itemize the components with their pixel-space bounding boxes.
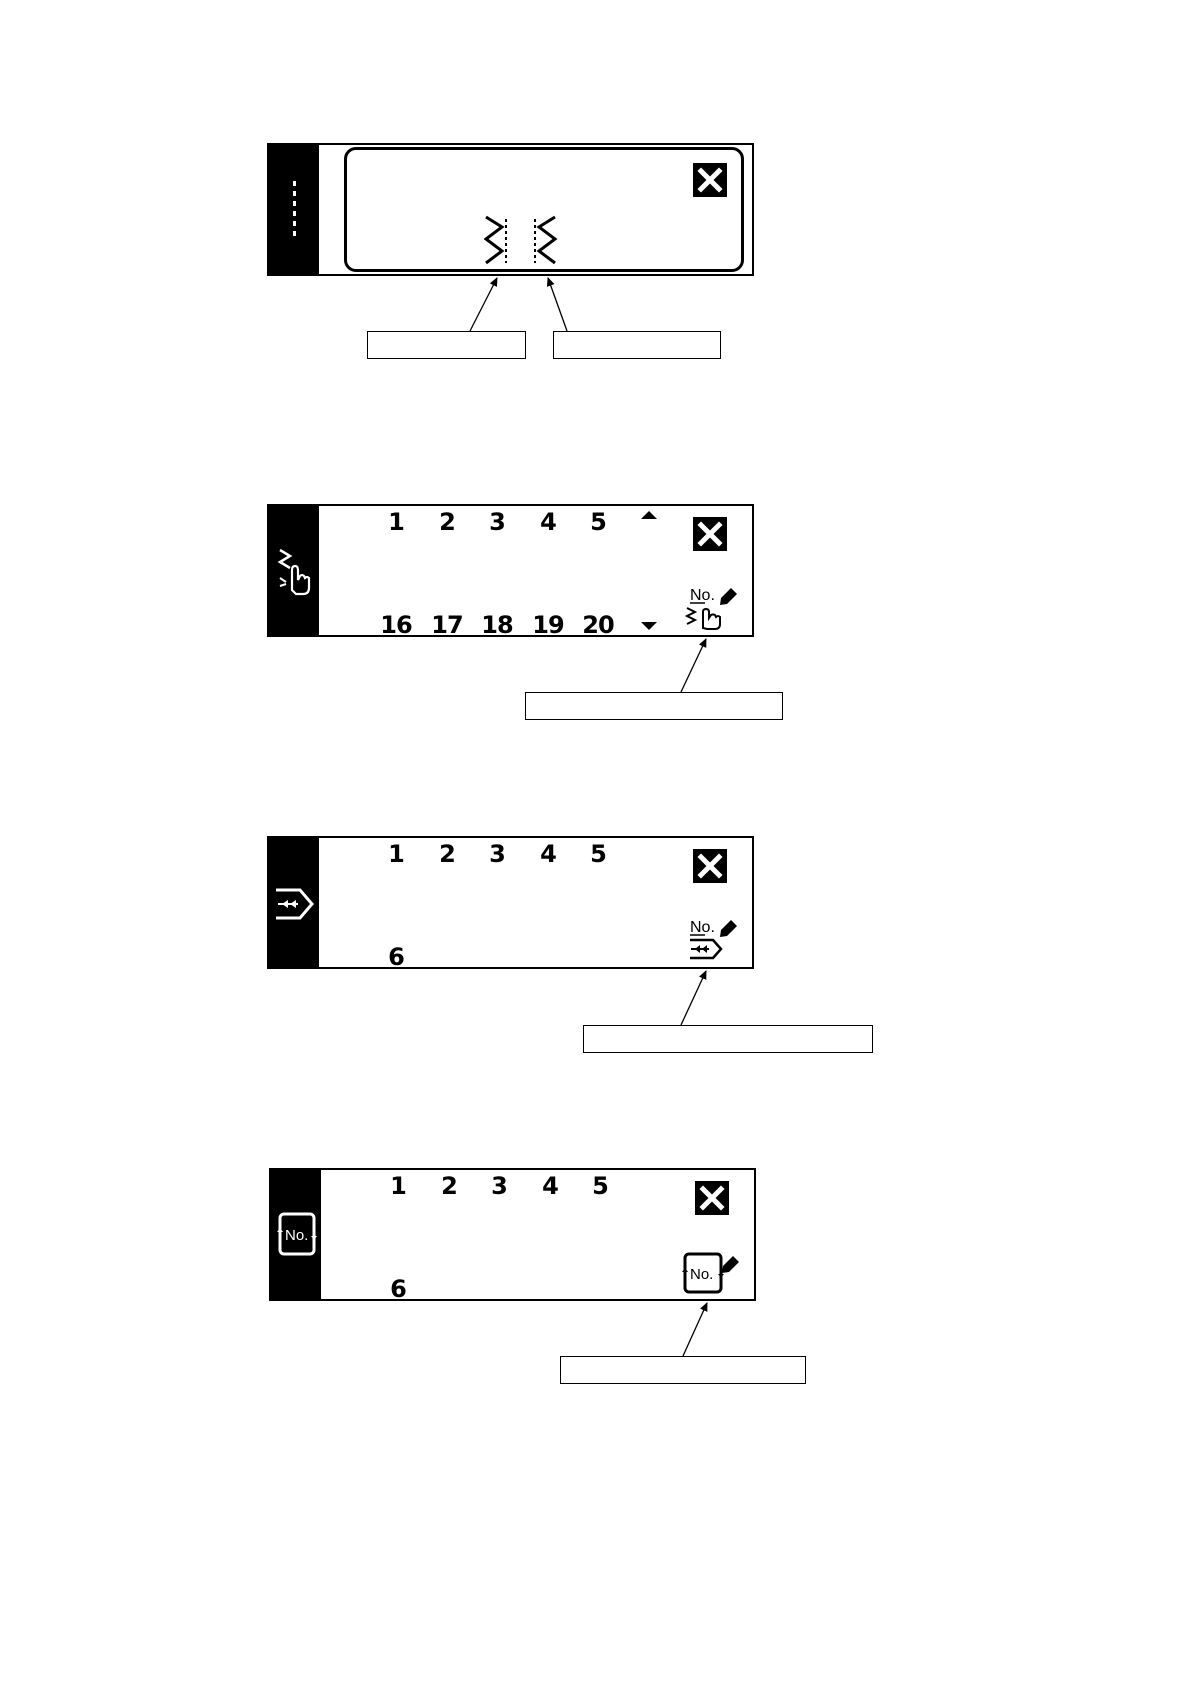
pattern-number[interactable]: 4 bbox=[540, 508, 556, 536]
pattern-number[interactable]: 2 bbox=[441, 1172, 457, 1200]
pattern-number[interactable]: 5 bbox=[590, 508, 606, 536]
manual-pattern-panel bbox=[267, 504, 754, 637]
cycle-pattern-panel bbox=[269, 1168, 756, 1301]
caption-box bbox=[525, 692, 783, 720]
pattern-number[interactable]: 4 bbox=[540, 840, 556, 868]
leader-arrow bbox=[681, 971, 706, 1025]
close-button[interactable] bbox=[693, 849, 727, 883]
pattern-number[interactable]: 2 bbox=[439, 508, 455, 536]
no-edit-stitch-hand-icon[interactable] bbox=[685, 584, 741, 630]
close-x-icon bbox=[693, 517, 727, 551]
pattern-number[interactable]: 1 bbox=[388, 840, 404, 868]
pattern-number[interactable]: 3 bbox=[491, 1172, 507, 1200]
close-x-icon bbox=[693, 849, 727, 883]
caption-box bbox=[367, 331, 526, 359]
pattern-number[interactable]: 19 bbox=[532, 611, 564, 639]
svg-text:No.: No. bbox=[690, 919, 715, 936]
feed-pattern-panel bbox=[267, 836, 754, 969]
scroll-up-icon[interactable] bbox=[640, 510, 658, 520]
close-x-icon bbox=[693, 163, 727, 197]
pattern-number[interactable]: 1 bbox=[390, 1172, 406, 1200]
stitch-display-panel bbox=[267, 143, 754, 276]
no-edit-cycle-icon[interactable] bbox=[681, 1250, 741, 1296]
caption-box bbox=[583, 1025, 873, 1053]
side-bar bbox=[269, 838, 319, 967]
dotted-line-icon bbox=[274, 181, 314, 241]
side-bar bbox=[271, 1170, 321, 1299]
pattern-number[interactable]: 6 bbox=[390, 1275, 406, 1303]
no-edit-feed-arrow-icon[interactable] bbox=[685, 916, 741, 962]
caption-box bbox=[560, 1356, 806, 1384]
stitch-hand-icon bbox=[274, 542, 314, 598]
pattern-number[interactable]: 18 bbox=[481, 611, 513, 639]
pattern-number[interactable]: 2 bbox=[439, 840, 455, 868]
pattern-number[interactable]: 6 bbox=[388, 943, 404, 971]
pattern-number[interactable]: 3 bbox=[489, 508, 505, 536]
svg-text:No.: No. bbox=[690, 587, 715, 604]
leader-arrow bbox=[470, 278, 497, 331]
pattern-number[interactable]: 3 bbox=[489, 840, 505, 868]
close-x-icon bbox=[695, 1181, 729, 1215]
svg-text:No.: No. bbox=[690, 1266, 714, 1283]
pattern-number[interactable]: 5 bbox=[590, 840, 606, 868]
pattern-number[interactable]: 4 bbox=[542, 1172, 558, 1200]
zigzag-stitch-left-icon bbox=[484, 215, 524, 267]
cycle-no-icon bbox=[276, 1206, 318, 1262]
side-bar bbox=[269, 145, 319, 274]
svg-text:No.: No. bbox=[285, 1227, 309, 1244]
close-button[interactable] bbox=[693, 163, 727, 197]
feed-arrow-icon bbox=[274, 874, 314, 930]
pattern-number[interactable]: 1 bbox=[388, 508, 404, 536]
leader-arrow bbox=[548, 278, 567, 331]
close-button[interactable] bbox=[695, 1181, 729, 1215]
side-bar bbox=[269, 506, 319, 635]
scroll-down-icon[interactable] bbox=[640, 621, 658, 631]
pattern-number[interactable]: 20 bbox=[582, 611, 614, 639]
leader-arrow bbox=[683, 1303, 707, 1356]
pattern-number[interactable]: 16 bbox=[380, 611, 412, 639]
zigzag-stitch-right-icon bbox=[531, 215, 571, 267]
close-button[interactable] bbox=[693, 517, 727, 551]
caption-box bbox=[553, 331, 721, 359]
leader-arrow bbox=[681, 639, 706, 692]
pattern-number[interactable]: 17 bbox=[431, 611, 463, 639]
pattern-number[interactable]: 5 bbox=[592, 1172, 608, 1200]
